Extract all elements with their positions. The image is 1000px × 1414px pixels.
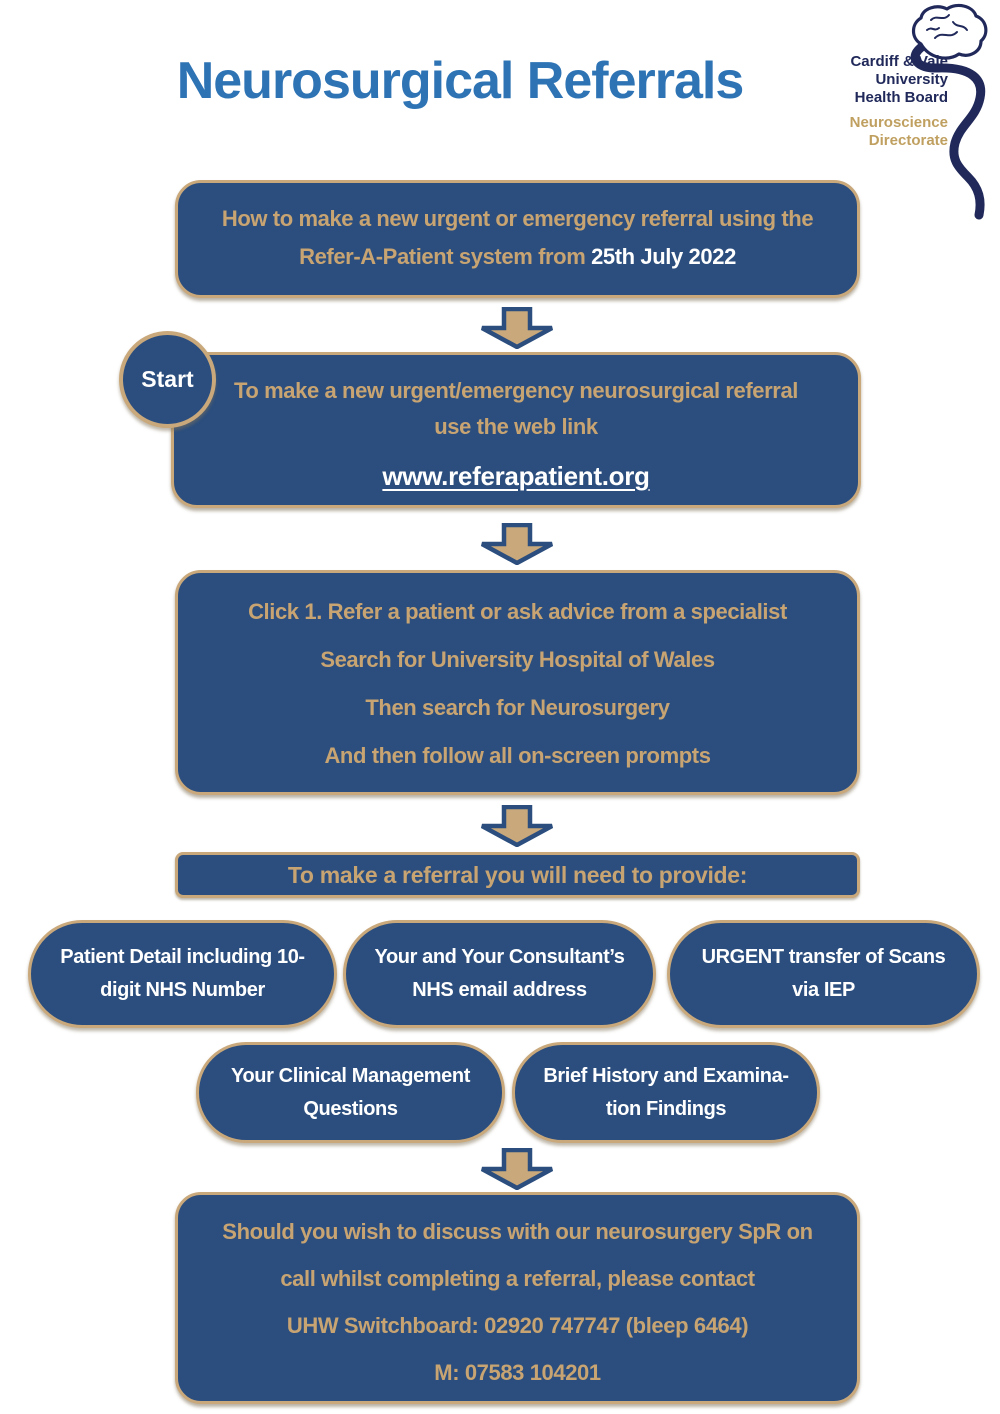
logo-org-line: Cardiff & Vale bbox=[850, 53, 948, 70]
intro-box bbox=[175, 180, 860, 298]
pill-line: Your and Your Consultant’s bbox=[374, 946, 625, 968]
logo-dept-line: Neuroscience bbox=[849, 114, 948, 131]
intro-line-1: How to make a new urgent or emergency referral using the bbox=[221, 206, 814, 231]
logo-org-name bbox=[835, 53, 948, 107]
pill-line: Your Clinical Management bbox=[231, 1064, 470, 1087]
down-arrow-icon bbox=[479, 805, 555, 847]
down-arrow-icon bbox=[479, 307, 555, 349]
step-line: Click 1. Refer a patient or ask advice from a specialist bbox=[248, 599, 787, 624]
pill-line: URGENT transfer of Scans bbox=[701, 946, 946, 968]
step-line: Then search for Neurosurgery bbox=[365, 695, 670, 720]
logo-org-line: Health Board bbox=[854, 89, 948, 106]
pill-line: Questions bbox=[303, 1097, 398, 1120]
weblink-line-1: To make a new urgent/emergency neurosurgical referral bbox=[233, 378, 799, 403]
pill-line: tion Findings bbox=[605, 1097, 727, 1120]
health-board-logo bbox=[835, 0, 1000, 220]
intro-line-2-prefix: Refer-A-Patient system from bbox=[299, 244, 592, 269]
requirement-pill-patient-details bbox=[28, 920, 337, 1028]
logo-text bbox=[835, 53, 948, 150]
requirement-pill-scan-transfer bbox=[667, 920, 980, 1028]
pill-line: digit NHS Number bbox=[100, 979, 265, 1001]
requirement-pill-nhs-email bbox=[343, 920, 656, 1028]
provide-header-label: To make a referral you will need to provide: bbox=[287, 861, 748, 888]
contact-line-switchboard: UHW Switchboard: 02920 747747 (bleep 6464) bbox=[286, 1313, 749, 1338]
provide-header-bar bbox=[175, 852, 860, 898]
requirement-pill-management-questions bbox=[196, 1042, 505, 1143]
requirement-pill-history-findings bbox=[512, 1042, 820, 1143]
pill-line: via IEP bbox=[792, 979, 855, 1001]
pill-line: Brief History and Examina- bbox=[543, 1064, 789, 1087]
down-arrow-icon bbox=[479, 523, 555, 565]
weblink-box bbox=[171, 352, 861, 508]
contact-line: Should you wish to discuss with our neurosurgery SpR on bbox=[222, 1219, 813, 1244]
intro-date: 25th July 2022 bbox=[591, 244, 736, 269]
logo-org-line: University bbox=[875, 71, 948, 88]
page-title: Neurosurgical Referrals bbox=[176, 52, 744, 110]
step-line: Search for University Hospital of Wales bbox=[320, 647, 715, 672]
start-badge bbox=[119, 331, 216, 428]
start-label: Start bbox=[141, 366, 194, 392]
step-line: And then follow all on-screen prompts bbox=[324, 743, 711, 768]
pill-line: Patient Detail including 10- bbox=[60, 946, 305, 968]
referapatient-link[interactable]: www.referapatient.org bbox=[382, 461, 650, 491]
pill-line: NHS email address bbox=[412, 979, 587, 1001]
logo-dept-line: Directorate bbox=[868, 132, 948, 149]
logo-dept-name bbox=[835, 114, 948, 150]
down-arrow-icon bbox=[479, 1148, 555, 1190]
steps-box bbox=[175, 570, 860, 795]
weblink-line-2: use the web link bbox=[434, 414, 598, 439]
contact-box bbox=[175, 1192, 860, 1404]
intro-line-2 bbox=[178, 238, 857, 276]
contact-line-mobile: M: 07583 104201 bbox=[434, 1360, 601, 1385]
contact-line: call whilst completing a referral, please contact bbox=[280, 1266, 755, 1291]
